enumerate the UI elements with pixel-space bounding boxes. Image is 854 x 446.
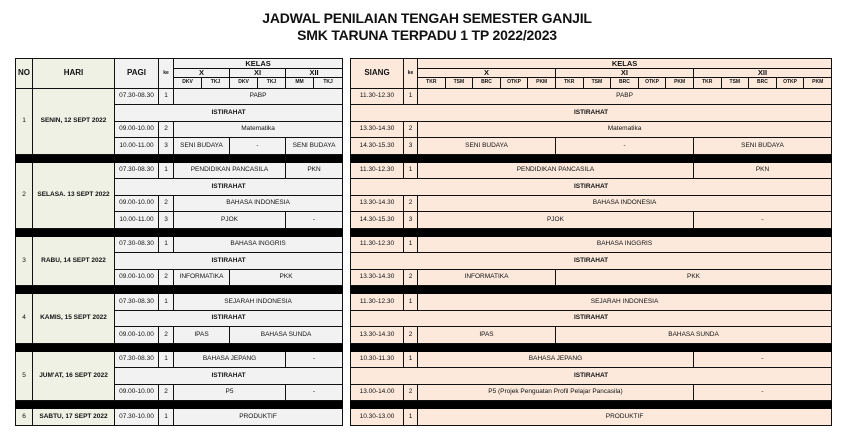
header-major: TSM — [583, 77, 611, 88]
day-separator — [16, 343, 343, 351]
session-number: 2 — [159, 121, 174, 138]
session-number: 3 — [159, 138, 174, 155]
time-pagi: 09.00-10.00 — [115, 384, 159, 401]
header-kelas: KELAS — [174, 59, 343, 69]
header-major: MM — [286, 77, 314, 88]
session-number: 1 — [159, 409, 174, 426]
subject-cell: Matematika — [418, 121, 832, 138]
session-row — [16, 88, 343, 105]
day-separator — [16, 401, 343, 409]
time-pagi: 07.30-08.30 — [115, 351, 159, 368]
subject-cell: PKK — [230, 269, 343, 286]
session-number: 2 — [159, 327, 174, 344]
day-name: RABU, 14 SEPT 2022 — [33, 236, 115, 286]
subject-cell: - — [230, 138, 286, 155]
session-row — [16, 294, 343, 311]
header-pagi: PAGI — [115, 59, 159, 89]
time-siang: 11.30-12.30 — [351, 162, 404, 179]
subject-cell: BAHASA SUNDA — [230, 327, 343, 344]
time-pagi: 09.00-10.00 — [115, 327, 159, 344]
session-row — [351, 88, 832, 105]
time-siang: 11.30-12.30 — [351, 294, 404, 311]
day-name: SABTU, 17 SEPT 2022 — [33, 409, 115, 426]
session-number: 1 — [159, 236, 174, 253]
subject-cell: BAHASA JEPANG — [418, 351, 694, 368]
time-siang: 13.30-14.30 — [351, 269, 404, 286]
session-number: 3 — [159, 212, 174, 229]
header-grade-xi: XI — [230, 69, 286, 78]
session-number: 1 — [159, 162, 174, 179]
session-row — [16, 409, 343, 426]
subject-cell: PKK — [555, 269, 831, 286]
document-title: JADWAL PENILAIAN TENGAH SEMESTER GANJIL — [262, 10, 592, 26]
subject-cell: SEJARAH INDONESIA — [418, 294, 832, 311]
subject-cell: SEJARAH INDONESIA — [174, 294, 343, 311]
day-number: 6 — [16, 409, 33, 426]
header-major: TKJ — [258, 77, 286, 88]
header-major: DKV — [230, 77, 258, 88]
break-label: ISTIRAHAT — [351, 310, 832, 327]
time-siang: 14.30-15.30 — [351, 138, 404, 155]
time-pagi: 07.30-08.30 — [115, 88, 159, 105]
header-grade-x: X — [174, 69, 230, 78]
header-major: OTKP — [638, 77, 666, 88]
session-number: 1 — [404, 294, 418, 311]
subject-cell: SENI BUDAYA — [174, 138, 230, 155]
subject-cell: IPAS — [418, 327, 556, 344]
session-row — [351, 121, 832, 138]
session-number: 2 — [404, 384, 418, 401]
subject-cell: PRODUKTIF — [418, 409, 832, 426]
subject-cell: PJOK — [418, 212, 694, 229]
afternoon-schedule-table — [350, 58, 832, 426]
day-number: 1 — [16, 88, 33, 154]
header-major: TKR — [555, 77, 583, 88]
header-major: DKV — [174, 77, 202, 88]
session-number: 1 — [159, 294, 174, 311]
header-major: BRC — [749, 77, 777, 88]
time-pagi: 07.30-08.30 — [115, 236, 159, 253]
document-subtitle: SMK TARUNA TERPADU 1 TP 2022/2023 — [297, 27, 557, 43]
day-number: 4 — [16, 294, 33, 344]
time-pagi: 09.00-10.00 — [115, 195, 159, 212]
session-row — [351, 409, 832, 426]
header-grade-x: X — [418, 69, 556, 78]
subject-cell: P5 — [174, 384, 286, 401]
break-label: ISTIRAHAT — [351, 105, 832, 122]
header-major: TKJ — [202, 77, 230, 88]
header-siang: SIANG — [351, 59, 404, 89]
day-separator — [351, 401, 832, 409]
session-row — [351, 384, 832, 401]
session-number: 1 — [404, 162, 418, 179]
break-label: ISTIRAHAT — [351, 179, 832, 196]
subject-cell: - — [693, 384, 831, 401]
subject-cell: - — [693, 212, 831, 229]
header-kelas: KELAS — [418, 59, 832, 69]
session-number: 1 — [159, 88, 174, 105]
subject-cell: - — [555, 138, 693, 155]
subject-cell: BAHASA SUNDA — [555, 327, 831, 344]
subject-cell: - — [286, 212, 343, 229]
header-hari: HARI — [33, 59, 115, 89]
session-row — [351, 138, 832, 155]
time-pagi: 07.30-10.00 — [115, 409, 159, 426]
day-separator — [351, 286, 832, 294]
session-number: 1 — [404, 236, 418, 253]
time-siang: 11.30-12.30 — [351, 236, 404, 253]
subject-cell: INFORMATIKA — [174, 269, 230, 286]
session-row — [16, 236, 343, 253]
header-major: BRC — [611, 77, 639, 88]
time-siang: 13.30-14.30 — [351, 195, 404, 212]
session-number: 3 — [404, 138, 418, 155]
day-number: 2 — [16, 162, 33, 228]
time-pagi: 07.30-08.30 — [115, 162, 159, 179]
header-major: TSM — [721, 77, 749, 88]
session-row — [351, 236, 832, 253]
header-grade-xii: XII — [286, 69, 343, 78]
session-row — [351, 294, 832, 311]
session-number: 2 — [159, 195, 174, 212]
time-pagi: 09.00-10.00 — [115, 121, 159, 138]
subject-cell: BAHASA INGGRIS — [418, 236, 832, 253]
session-row — [351, 195, 832, 212]
break-row — [351, 310, 832, 327]
break-label: ISTIRAHAT — [115, 253, 343, 270]
time-siang: 14.30-15.30 — [351, 212, 404, 229]
session-row — [16, 351, 343, 368]
time-siang: 13.00-14.00 — [351, 384, 404, 401]
header-major: OTKP — [776, 77, 804, 88]
subject-cell: BAHASA INGGRIS — [174, 236, 343, 253]
break-label: ISTIRAHAT — [351, 368, 832, 385]
day-name: KAMIS, 15 SEPT 2022 — [33, 294, 115, 344]
header-grade-xi: XI — [555, 69, 693, 78]
time-pagi: 10.00-11.00 — [115, 212, 159, 229]
session-number: 2 — [404, 195, 418, 212]
session-number: 2 — [404, 269, 418, 286]
day-name: JUM'AT, 16 SEPT 2022 — [33, 351, 115, 401]
subject-cell: SENI BUDAYA — [286, 138, 343, 155]
break-label: ISTIRAHAT — [115, 310, 343, 327]
subject-cell: Matematika — [174, 121, 343, 138]
subject-cell: BAHASA INDONESIA — [418, 195, 832, 212]
header-major: TKR — [693, 77, 721, 88]
subject-cell: PJOK — [174, 212, 286, 229]
session-row — [351, 212, 832, 229]
time-pagi: 07.30-08.30 — [115, 294, 159, 311]
session-row — [351, 269, 832, 286]
subject-cell: PRODUKTIF — [174, 409, 343, 426]
session-number: 1 — [404, 88, 418, 105]
header-no: NO — [16, 59, 33, 89]
session-number: 1 — [159, 351, 174, 368]
break-label: ISTIRAHAT — [115, 179, 343, 196]
subject-cell: PKN — [693, 162, 831, 179]
time-siang: 13.30-14.30 — [351, 121, 404, 138]
session-number: 2 — [159, 384, 174, 401]
subject-cell: SENI BUDAYA — [693, 138, 831, 155]
day-name: SENIN, 12 SEPT 2022 — [33, 88, 115, 154]
header-ke: ke — [404, 59, 418, 89]
subject-cell: PABP — [418, 88, 832, 105]
header-grade-xii: XII — [693, 69, 831, 78]
subject-cell: PENDIDIKAN PANCASILA — [174, 162, 286, 179]
subject-cell: BAHASA JEPANG — [174, 351, 286, 368]
subject-cell: PENDIDIKAN PANCASILA — [418, 162, 694, 179]
day-separator — [16, 154, 343, 162]
header-major: PKM — [528, 77, 556, 88]
subject-cell: PABP — [174, 88, 343, 105]
header-major: TSM — [445, 77, 473, 88]
header-major: PKM — [666, 77, 694, 88]
subject-cell: - — [286, 384, 343, 401]
session-row — [351, 327, 832, 344]
session-row — [351, 351, 832, 368]
subject-cell: P5 (Projek Penguatan Profil Pelajar Pancasila) — [418, 384, 694, 401]
day-separator — [351, 343, 832, 351]
session-number: 1 — [404, 351, 418, 368]
day-separator — [16, 228, 343, 236]
break-row — [351, 105, 832, 122]
break-row — [351, 368, 832, 385]
subject-cell: PKN — [286, 162, 343, 179]
header-ke: ke — [159, 59, 174, 89]
day-number: 3 — [16, 236, 33, 286]
session-number: 2 — [404, 327, 418, 344]
time-pagi: 09.00-10.00 — [115, 269, 159, 286]
time-pagi: 10.00-11.00 — [115, 138, 159, 155]
day-name: SELASA. 13 SEPT 2022 — [33, 162, 115, 228]
break-row — [351, 253, 832, 270]
session-number: 2 — [159, 269, 174, 286]
subject-cell: - — [286, 351, 343, 368]
break-label: ISTIRAHAT — [351, 253, 832, 270]
header-major: BRC — [473, 77, 501, 88]
session-number: 2 — [404, 121, 418, 138]
session-number: 3 — [404, 212, 418, 229]
break-row — [351, 179, 832, 196]
day-separator — [351, 228, 832, 236]
time-siang: 13.30-14.30 — [351, 327, 404, 344]
day-separator — [351, 154, 832, 162]
subject-cell: - — [693, 351, 831, 368]
subject-cell: INFORMATIKA — [418, 269, 556, 286]
subject-cell: SENI BUDAYA — [418, 138, 556, 155]
morning-schedule-table — [15, 58, 343, 426]
session-row — [16, 162, 343, 179]
header-major: OTKP — [500, 77, 528, 88]
header-major: TKR — [418, 77, 446, 88]
break-label: ISTIRAHAT — [115, 105, 343, 122]
subject-cell: BAHASA INDONESIA — [174, 195, 343, 212]
day-separator — [16, 286, 343, 294]
subject-cell: IPAS — [174, 327, 230, 344]
time-siang: 10.30-11.30 — [351, 351, 404, 368]
break-label: ISTIRAHAT — [115, 368, 343, 385]
time-siang: 11.30-12.30 — [351, 88, 404, 105]
header-major: TKJ — [314, 77, 343, 88]
day-number: 5 — [16, 351, 33, 401]
header-major: PKM — [804, 77, 832, 88]
session-number: 1 — [404, 409, 418, 426]
time-siang: 10.30-13.00 — [351, 409, 404, 426]
session-row — [351, 162, 832, 179]
